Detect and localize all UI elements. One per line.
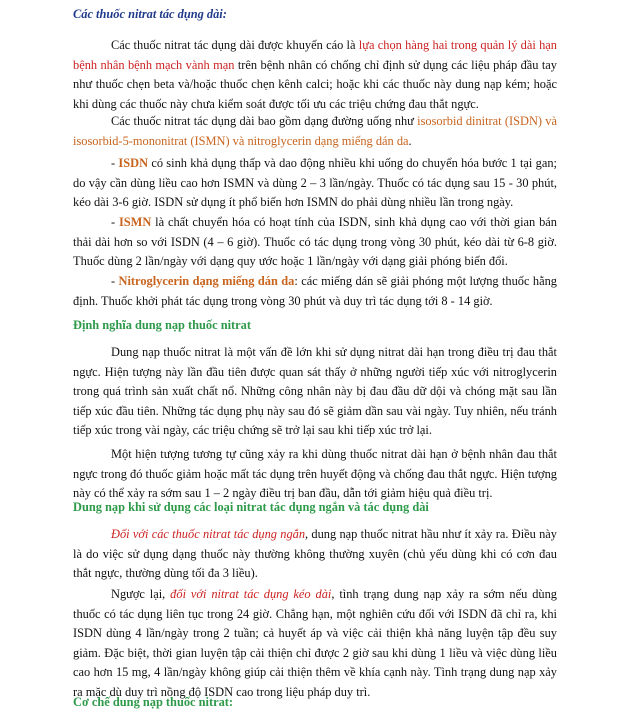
isdn-dash: -: [111, 156, 119, 170]
short-acting-text: , dung nạp thuốc nitrat hầu như ít xảy ra. Điều này là do việc sử dụng dạng thuốc này thường không thường xuyên (chủ yếu dùng khi có cơn đau thắt ngực, thường dùng tối đa 3 liều).: [73, 527, 557, 581]
isdn-text: có sinh khả dụng thấp và dao động nhiều khi uống do chuyển hóa bước 1 tại gan; do vậy cần dùng liều cao hơn ISMN và dùng 2 – 3 lần/ngày. Thuốc có tác dụng sau 15 - 30 phút, kéo dài 3-6 giờ. ISDN sử dụng ít phổ biến hơn ISMN do phải dùng nhiều lần trong ngày.: [73, 156, 557, 210]
paragraph-ismn: [73, 213, 557, 272]
nitro-dash: -: [111, 274, 119, 288]
long-acting-emphasis: đối với nitrat tác dụng kéo dài: [170, 587, 332, 601]
heading-tolerance-short-long: Dung nạp khi sử dụng các loại nitrat tác dụng ngắn và tác dụng dài: [73, 500, 429, 514]
nitro-text: : các miếng dán sẽ giải phóng một lượng thuốc hằng định. Thuốc khởi phát tác dụng trong vòng 30 phút và duy trì tác dụng tới 8 - 14 giờ.: [73, 274, 557, 308]
drug-forms-text-start: Các thuốc nitrat tác dụng dài bao gồm dạng đường uống như: [111, 114, 418, 128]
nitroglycerin-term: Nitroglycerin dạng miếng dán da: [118, 274, 295, 288]
recommendation-text-start: Các thuốc nitrat tác dụng dài được khuyến cáo là: [111, 38, 359, 52]
paragraph-drug-forms: [73, 112, 557, 151]
heading-mechanism: Cơ chế dung nạp thuốc nitrat:: [73, 695, 234, 709]
ismn-dash: -: [111, 215, 119, 229]
paragraph-nitroglycerin-patch: [73, 272, 557, 311]
short-acting-emphasis: Đối với các thuốc nitrat tác dụng ngắn: [111, 527, 306, 541]
paragraph-isdn: [73, 154, 557, 213]
long-acting-text: , tình trạng dung nạp xảy ra sớm nếu dùng thuốc có tác dụng liên tục trong 24 giờ. Chẳng hạn, một nghiên cứu đối với ISDN đã chỉ ra, khi ISDN dùng 4 lần/ngày trong 2 tuần; cả huyết áp và việc cải thiện khả năng luyện tập đều suy giảm. Đặc biệt, thời gian luyện tập cải thiện chỉ được 2 giờ sau khi dùng 1 liều và việc dùng liều cao hơn 15 mg, 4 lần/ngày không giúp cải thiện thêm về khía cạnh này. Tình trạng dung nạp xảy ra mặc dù duy trì nồng độ ISDN cao trong liệu pháp duy trì.: [73, 587, 557, 699]
paragraph-recommendation: [73, 36, 557, 114]
isdn-term: ISDN: [118, 156, 149, 170]
heading-tolerance-definition: Định nghĩa dung nạp thuốc nitrat: [73, 318, 252, 332]
long-acting-lead: Ngược lại,: [111, 587, 171, 601]
paragraph-tolerance-definition-1: Dung nạp thuốc nitrat là một vấn đề lớn khi sử dụng nitrat dài hạn trong điều trị đau thắt ngực. Hiện tượng này lần đầu tiên được quan sát thấy ở những người tiếp xúc với nitroglycerin trong quá trình sản xuất chất nổ. Những công nhân này bị đau đầu dữ dội và chóng mặt sau lần tiếp xúc đầu tiên. Những tác dụng phụ này sau đó sẽ giảm dần sau vài ngày. Tuy nhiên, nếu tránh tiếp xúc trong vài ngày, các triệu chứng sẽ trở lại sau khi tiếp xúc trở lại.: [73, 345, 557, 438]
ismn-text: là chất chuyển hóa có hoạt tính của ISDN, sinh khả dụng cao với thời gian bán thải dài hơn so với ISDN (4 – 6 giờ). Thuốc có tác dụng trong vòng 30 phút, kéo dài từ 6-8 giờ. Thuốc dùng 2 lần/ngày với dạng quy ước hoặc 1 lần/ngày với dạng giải phóng biến đổi.: [73, 215, 557, 269]
drug-forms-text-end: .: [408, 133, 412, 148]
paragraph-short-acting: [73, 525, 557, 584]
paragraph-long-acting: [73, 585, 557, 703]
ismn-term: ISMN: [118, 215, 152, 229]
heading-long-acting: Các thuốc nitrat tác dụng dài:: [73, 7, 227, 21]
paragraph-tolerance-definition-2: Một hiện tượng tương tự cũng xảy ra khi dùng thuốc nitrat dài hạn ở bệnh nhân đau thắt ngực trong đó thuốc giảm hoặc mất tác dụng trên huyết động và chống đau thắt ngực. Hiện tượng này có thể xảy ra sớm sau 1 – 2 ngày điều trị ban đầu, dẫn tới giảm hiệu quả điều trị.: [73, 447, 557, 501]
drug-forms-highlight: isosorbid dinitrat (ISDN) và isosorbid-5-mononitrat (ISMN) và nitroglycerin dạng miếng dán da: [73, 114, 557, 148]
second-line-highlight: lựa chọn hàng hai trong quản lý dài hạn bệnh nhân bệnh mạch vành mạn: [73, 38, 557, 72]
recommendation-text-end: trên bệnh nhân có chống chỉ định sử dụng các liệu pháp đầu tay như thuốc chẹn beta và/hoặc thuốc chẹn kênh calci; hoặc khi các thuốc này dung nạp kém; hoặc khi dùng các thuốc này chưa kiểm soát được tối ưu các triệu chứng đau thắt ngực.: [73, 57, 557, 111]
